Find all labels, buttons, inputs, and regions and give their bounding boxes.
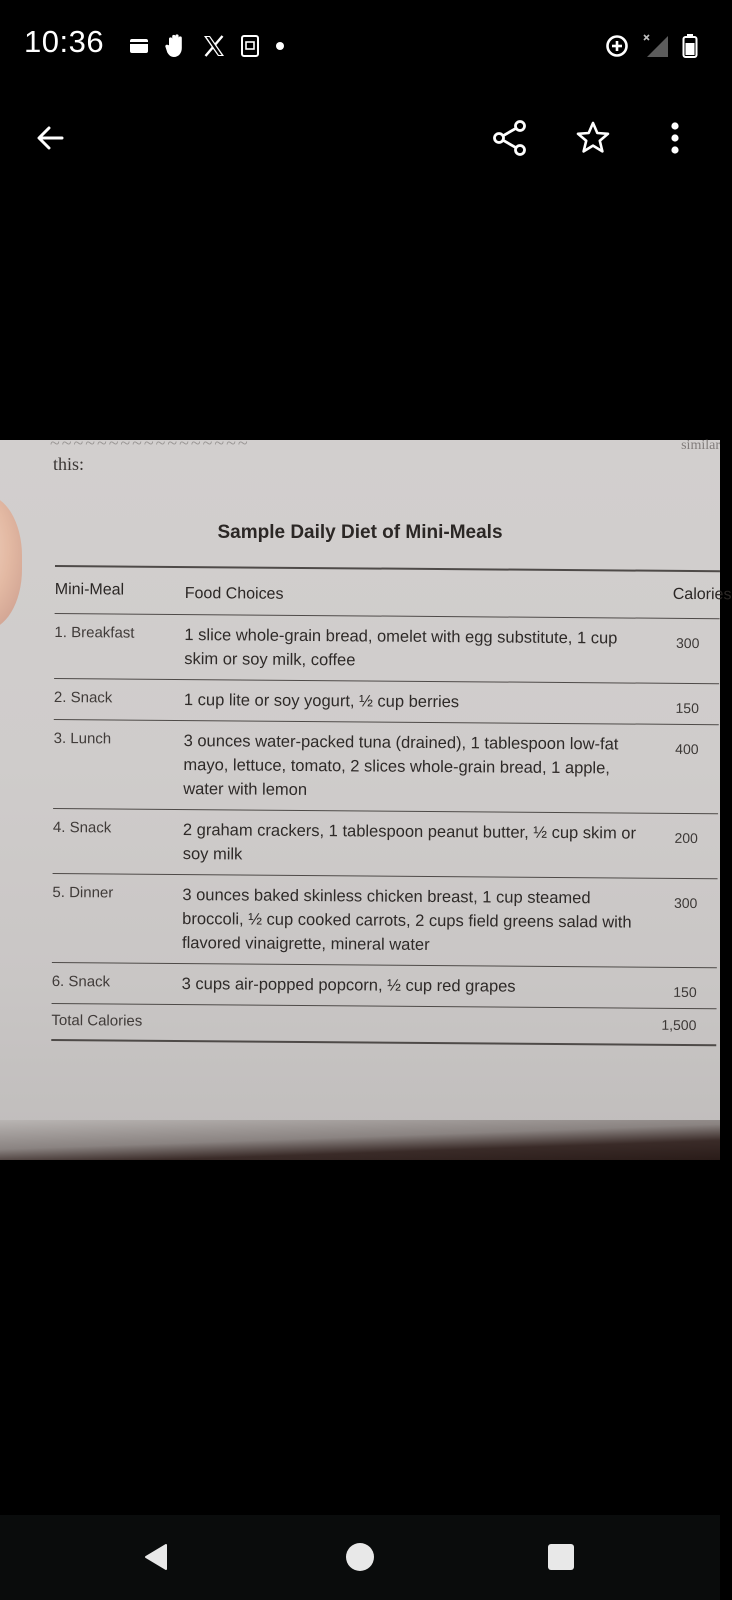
data-saver-icon (604, 33, 630, 59)
book-page-edge (0, 1120, 720, 1160)
row-food: 2 graham crackers, 1 tablespoon peanut butter, ½ cup skim or soy milk (182, 821, 637, 864)
row-food: 3 cups air-popped popcorn, ½ cup red grapes (181, 975, 516, 996)
cut-off-text-line: ~~~~~~~~~~~~~~~~~ (50, 433, 250, 453)
row-food: 1 slice whole-grain bread, omelet with egg substitute, 1 cup skim or soy milk, coffee (184, 626, 618, 670)
top-app-bar (0, 100, 720, 176)
sim-card-icon (128, 35, 150, 57)
row-meal: 1. Breakfast (54, 623, 135, 642)
diet-table (51, 565, 732, 1046)
battery-icon (682, 33, 698, 59)
row-meal: 4. Snack (52, 818, 112, 837)
dot-icon (274, 40, 286, 52)
row-calories: 400 (675, 740, 699, 758)
x-logo-icon (202, 34, 226, 58)
table-row (52, 874, 718, 967)
favorite-button[interactable] (563, 100, 623, 176)
star-icon (575, 120, 611, 156)
status-icons-left (128, 30, 286, 62)
nav-recents-button[interactable] (531, 1527, 591, 1587)
table-total-row (51, 1004, 716, 1044)
total-spacer (181, 1013, 651, 1017)
screenshot-icon (240, 34, 260, 58)
hand-icon (164, 33, 188, 59)
row-calories: 200 (674, 829, 698, 847)
nav-recents-icon (547, 1543, 575, 1571)
table-row (52, 963, 717, 1008)
row-food: 1 cup lite or soy yogurt, ½ cup berries (183, 691, 460, 712)
row-calories: 300 (675, 634, 700, 652)
nav-back-icon (142, 1542, 172, 1572)
row-calories: 150 (673, 983, 697, 1001)
table-header-row (54, 567, 732, 618)
nav-back-button[interactable] (127, 1527, 187, 1587)
finger-photo-region (0, 495, 22, 630)
row-meal: 6. Snack (51, 972, 111, 991)
row-meal: 2. Snack (53, 688, 113, 707)
back-button[interactable] (20, 100, 80, 176)
row-calories: 150 (675, 699, 699, 717)
back-arrow-icon (34, 122, 66, 154)
signal-no-service-icon (642, 33, 670, 59)
intro-text: this: (53, 454, 85, 474)
table-title: Sample Daily Diet of Mini-Meals (217, 522, 503, 543)
photo-viewer-image[interactable] (0, 433, 732, 1160)
row-meal: 5. Dinner (52, 883, 114, 902)
status-bar (0, 0, 720, 90)
system-navigation-bar (0, 1515, 720, 1600)
header-food-choices: Food Choices (184, 585, 284, 603)
total-label: Total Calories (51, 1011, 143, 1030)
nav-home-icon (344, 1541, 376, 1573)
nav-home-button[interactable] (330, 1527, 390, 1587)
header-calories: Calories (672, 585, 732, 604)
cut-off-text-right: similar (681, 438, 720, 453)
table-row (54, 614, 719, 683)
share-icon (491, 119, 529, 157)
more-options-button[interactable] (645, 100, 705, 176)
total-calories: 1,500 (661, 1016, 697, 1034)
row-food: 3 ounces water-packed tuna (drained), 1 tablespoon low-fat mayo, lettuce, tomato, 2 slices whole-grain bread, 1 apple, water with lemon (183, 732, 619, 799)
row-meal: 3. Lunch (53, 729, 112, 748)
row-calories: 300 (673, 894, 698, 912)
header-mini-meal: Mini-Meal (54, 580, 125, 599)
share-button[interactable] (480, 100, 540, 176)
table-row (53, 720, 719, 813)
table-row (54, 679, 719, 724)
more-vert-icon (669, 121, 681, 155)
row-food: 3 ounces baked skinless chicken breast, 1 cup steamed broccoli, ½ cup cooked carrots, 2 cups field greens salad with flavored vinaigrette, mineral water (181, 886, 632, 954)
status-time: 10:36 (24, 24, 105, 59)
table-row (53, 809, 718, 878)
status-icons-right (604, 30, 698, 62)
